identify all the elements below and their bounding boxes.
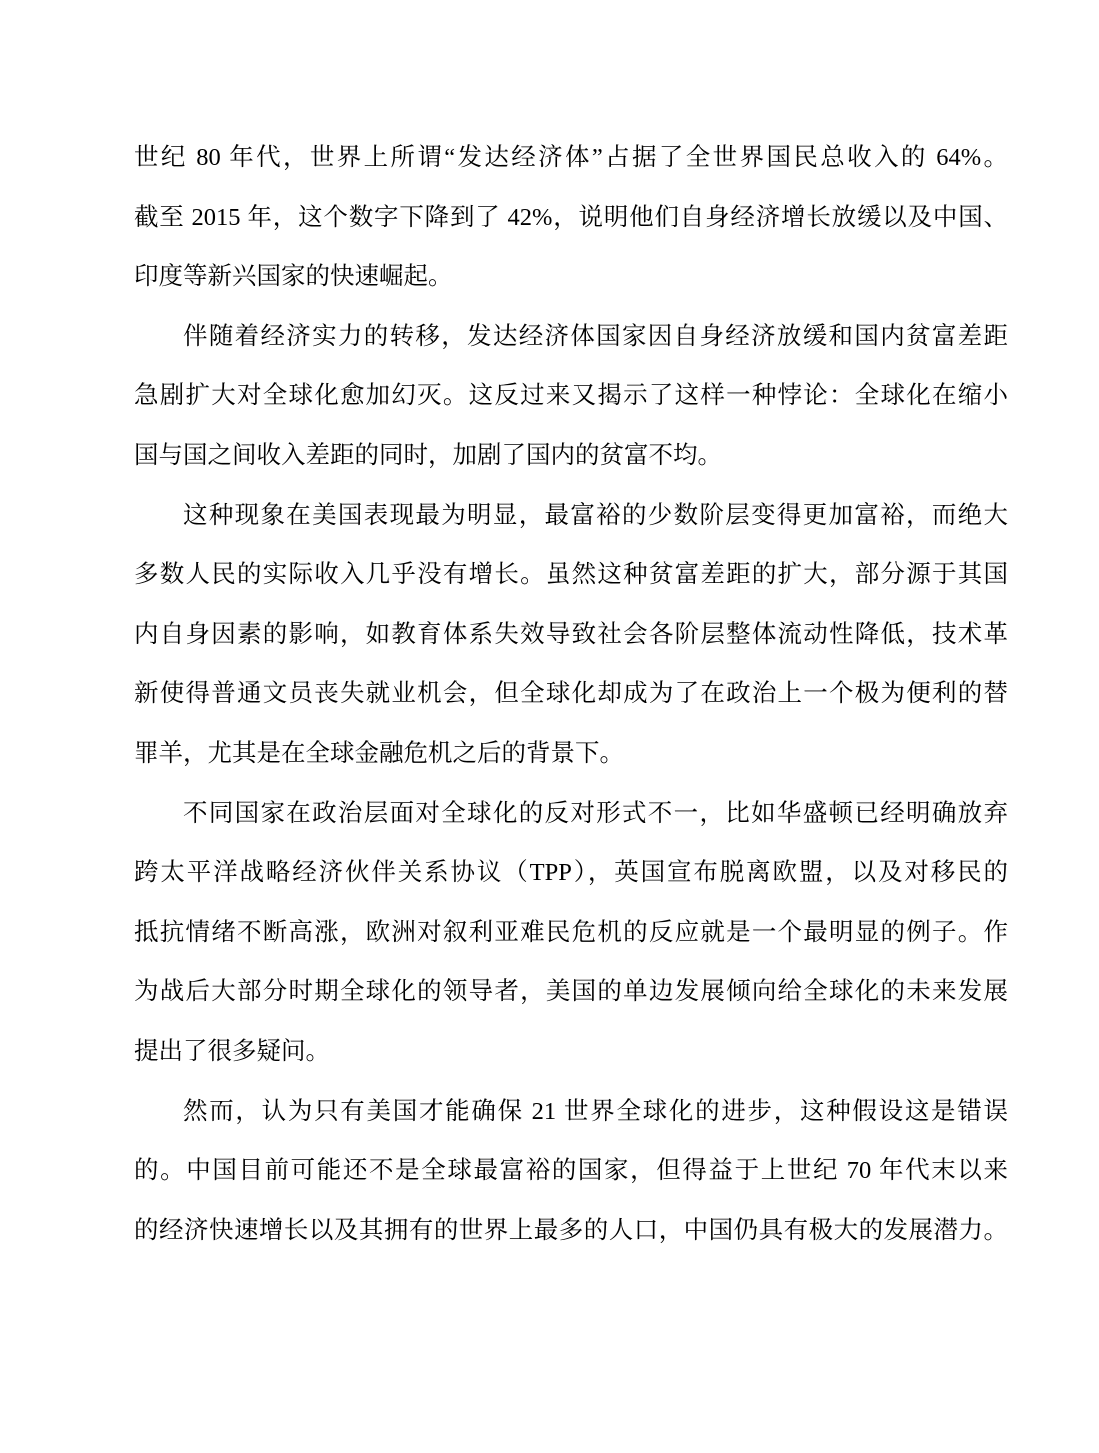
text-line: 急剧扩大对全球化愈加幻灭。这反过来又揭示了这样一种悖论：全球化在缩小 [134, 382, 1008, 410]
paragraph-1 [134, 128, 1008, 307]
text-line: 的经济快速增长以及其拥有的世界上最多的人口，中国仍具有极大的发展潜力。 [134, 1216, 1008, 1244]
text-line: 多数人民的实际收入几乎没有增长。虽然这种贫富差距的扩大，部分源于其国 [134, 561, 1008, 589]
paragraph-4 [134, 784, 1008, 1082]
text-line: 截至 2015 年，这个数字下降到了 42%，说明他们自身经济增长放缓以及中国、 [134, 203, 1008, 231]
text-line: 提出了很多疑问。 [134, 1037, 330, 1065]
text-line: 印度等新兴国家的快速崛起。 [134, 263, 453, 291]
text-line: 不同国家在政治层面对全球化的反对形式不一，比如华盛顿已经明确放弃 [183, 799, 1008, 827]
text-line: 为战后大部分时期全球化的领导者，美国的单边发展倾向给全球化的未来发展 [134, 978, 1008, 1006]
text-line: 内自身因素的影响，如教育体系失效导致社会各阶层整体流动性降低，技术革 [134, 620, 1008, 648]
text-block [134, 128, 1008, 1260]
text-line: 罪羊，尤其是在全球金融危机之后的背景下。 [134, 739, 624, 767]
text-line: 这种现象在美国表现最为明显，最富裕的少数阶层变得更加富裕，而绝大 [183, 501, 1008, 529]
paragraph-5 [134, 1082, 1008, 1261]
text-line: 抵抗情绪不断高涨，欧洲对叙利亚难民危机的反应就是一个最明显的例子。作 [134, 918, 1008, 946]
text-line: 然而，认为只有美国才能确保 21 世界全球化的进步，这种假设这是错误 [183, 1097, 1008, 1125]
text-line: 的。中国目前可能还不是全球最富裕的国家，但得益于上世纪 70 年代末以来 [134, 1157, 1008, 1185]
text-line: 新使得普通文员丧失就业机会，但全球化却成为了在政治上一个极为便利的替 [134, 680, 1008, 708]
text-line: 伴随着经济实力的转移，发达经济体国家因自身经济放缓和国内贫富差距 [183, 322, 1008, 350]
paragraph-2 [134, 307, 1008, 486]
text-line: 世纪 80 年代，世界上所谓“发达经济体”占据了全世界国民总收入的 64%。 [134, 144, 1008, 171]
paragraph-3 [134, 486, 1008, 784]
text-line: 跨太平洋战略经济伙伴关系协议（TPP），英国宣布脱离欧盟，以及对移民的 [134, 859, 1008, 887]
text-line: 国与国之间收入差距的同时，加剧了国内的贫富不均。 [134, 441, 722, 469]
